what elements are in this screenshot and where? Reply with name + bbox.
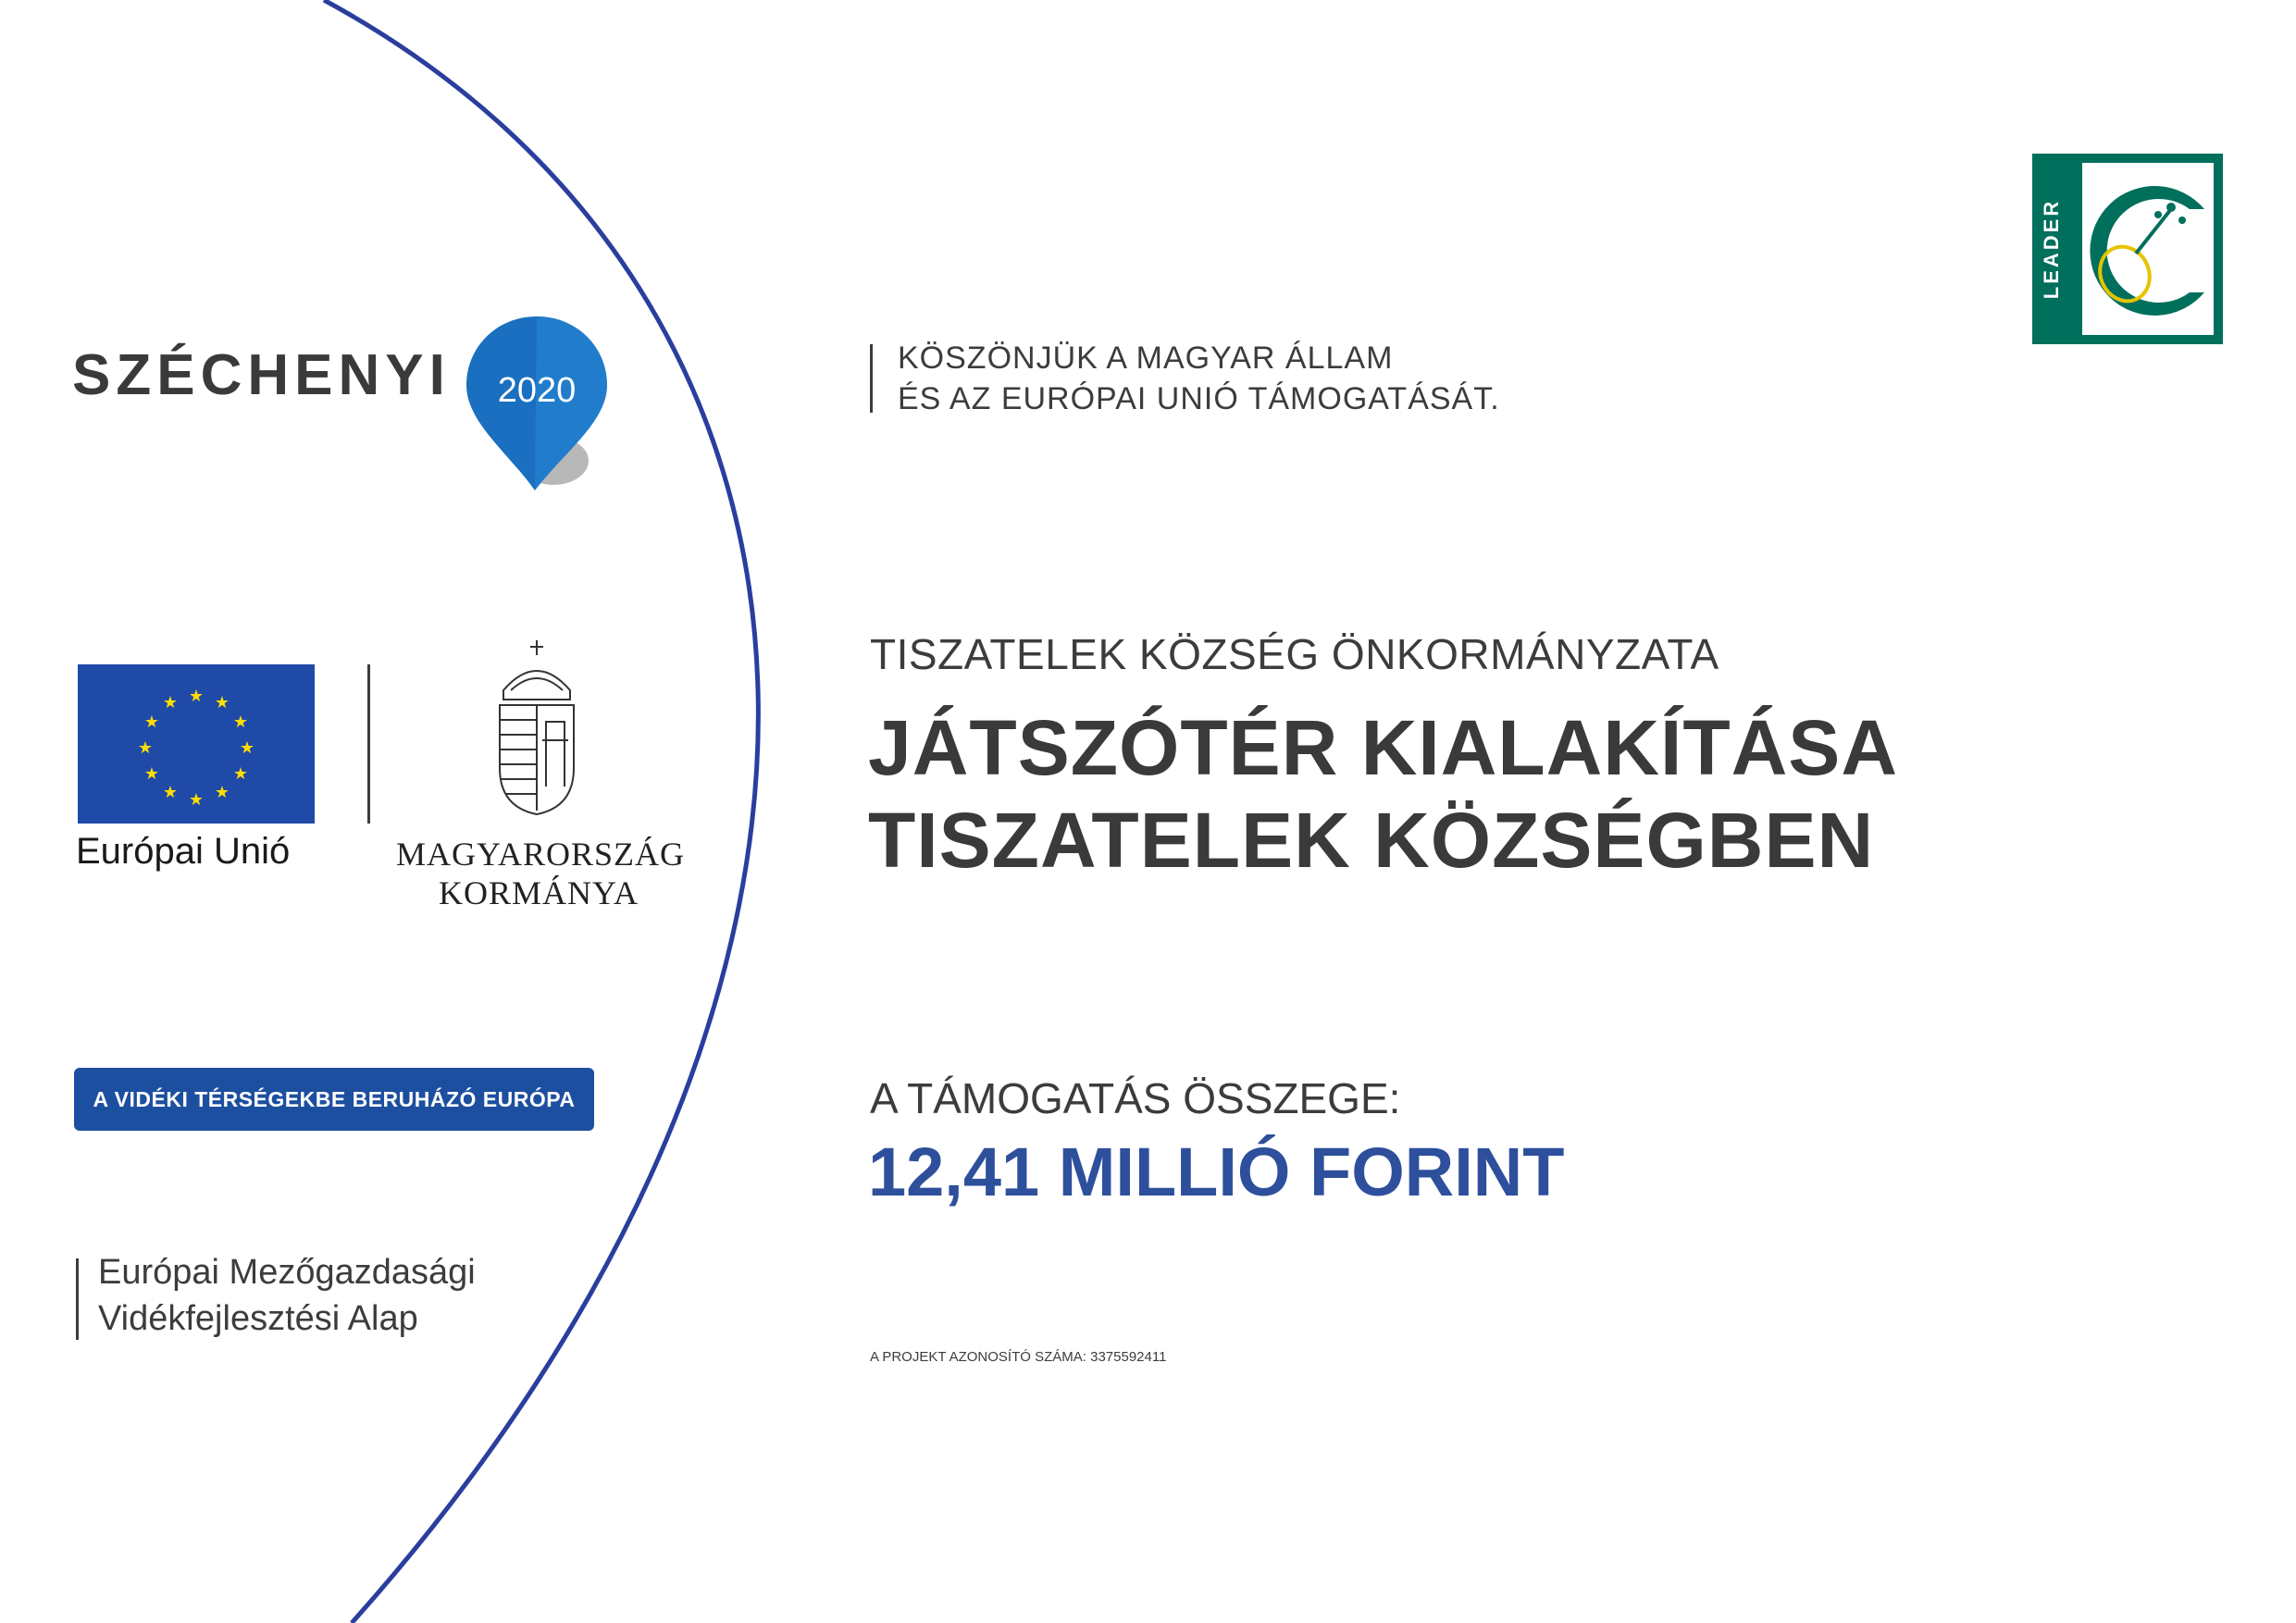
project-id: A PROJEKT AZONOSÍTÓ SZÁMA: 3375592411 bbox=[870, 1349, 1167, 1365]
svg-text:★: ★ bbox=[143, 764, 160, 784]
svg-text:★: ★ bbox=[162, 783, 179, 802]
eu-label: Európai Unió bbox=[76, 831, 291, 872]
svg-text:★: ★ bbox=[137, 738, 154, 758]
project-title-line-2: TISZATELEK KÖZSÉGBEN bbox=[868, 797, 1875, 884]
hungarian-crest-icon bbox=[490, 638, 583, 818]
svg-text:★: ★ bbox=[143, 712, 160, 732]
leader-logo bbox=[2032, 154, 2223, 344]
svg-text:★: ★ bbox=[188, 687, 205, 706]
thanks-divider bbox=[870, 344, 873, 413]
szechenyi-year: 2020 bbox=[497, 371, 577, 410]
project-title-line-1: JÁTSZÓTÉR KIALAKÍTÁSA bbox=[868, 704, 1898, 791]
fund-line-2: Vidékfejlesztési Alap bbox=[98, 1299, 418, 1338]
svg-text:★: ★ bbox=[162, 693, 179, 712]
svg-text:★: ★ bbox=[214, 693, 230, 712]
rural-europe-badge: A VIDÉKI TÉRSÉGEKBE BERUHÁZÓ EURÓPA bbox=[74, 1068, 594, 1131]
thanks-line-1: KÖSZÖNJÜK A MAGYAR ÁLLAM bbox=[898, 341, 1394, 376]
svg-text:★: ★ bbox=[214, 783, 230, 802]
svg-text:★: ★ bbox=[188, 790, 205, 810]
fund-divider bbox=[76, 1258, 79, 1340]
svg-text:★: ★ bbox=[232, 764, 249, 784]
szechenyi-logo-word: SZÉCHENYI bbox=[72, 343, 451, 407]
szechenyi-2020-pin-logo bbox=[463, 313, 611, 498]
svg-text:★: ★ bbox=[239, 738, 255, 758]
logo-divider bbox=[367, 664, 370, 824]
fund-line-1: Európai Mezőgazdasági bbox=[98, 1253, 476, 1292]
organization-name: TISZATELEK KÖZSÉG ÖNKORMÁNYZATA bbox=[870, 630, 1719, 678]
government-line-2: KORMÁNYA bbox=[439, 874, 639, 911]
amount-value: 12,41 MILLIÓ FORINT bbox=[868, 1134, 1565, 1210]
government-line-1: MAGYARORSZÁG bbox=[396, 836, 686, 873]
thanks-line-2: ÉS AZ EURÓPAI UNIÓ TÁMOGATÁSÁT. bbox=[898, 381, 1500, 416]
eu-flag-icon bbox=[78, 664, 315, 824]
amount-label: A TÁMOGATÁS ÖSSZEGE: bbox=[870, 1074, 1401, 1122]
svg-text:★: ★ bbox=[232, 712, 249, 732]
leader-label: LEADER bbox=[2040, 198, 2063, 300]
